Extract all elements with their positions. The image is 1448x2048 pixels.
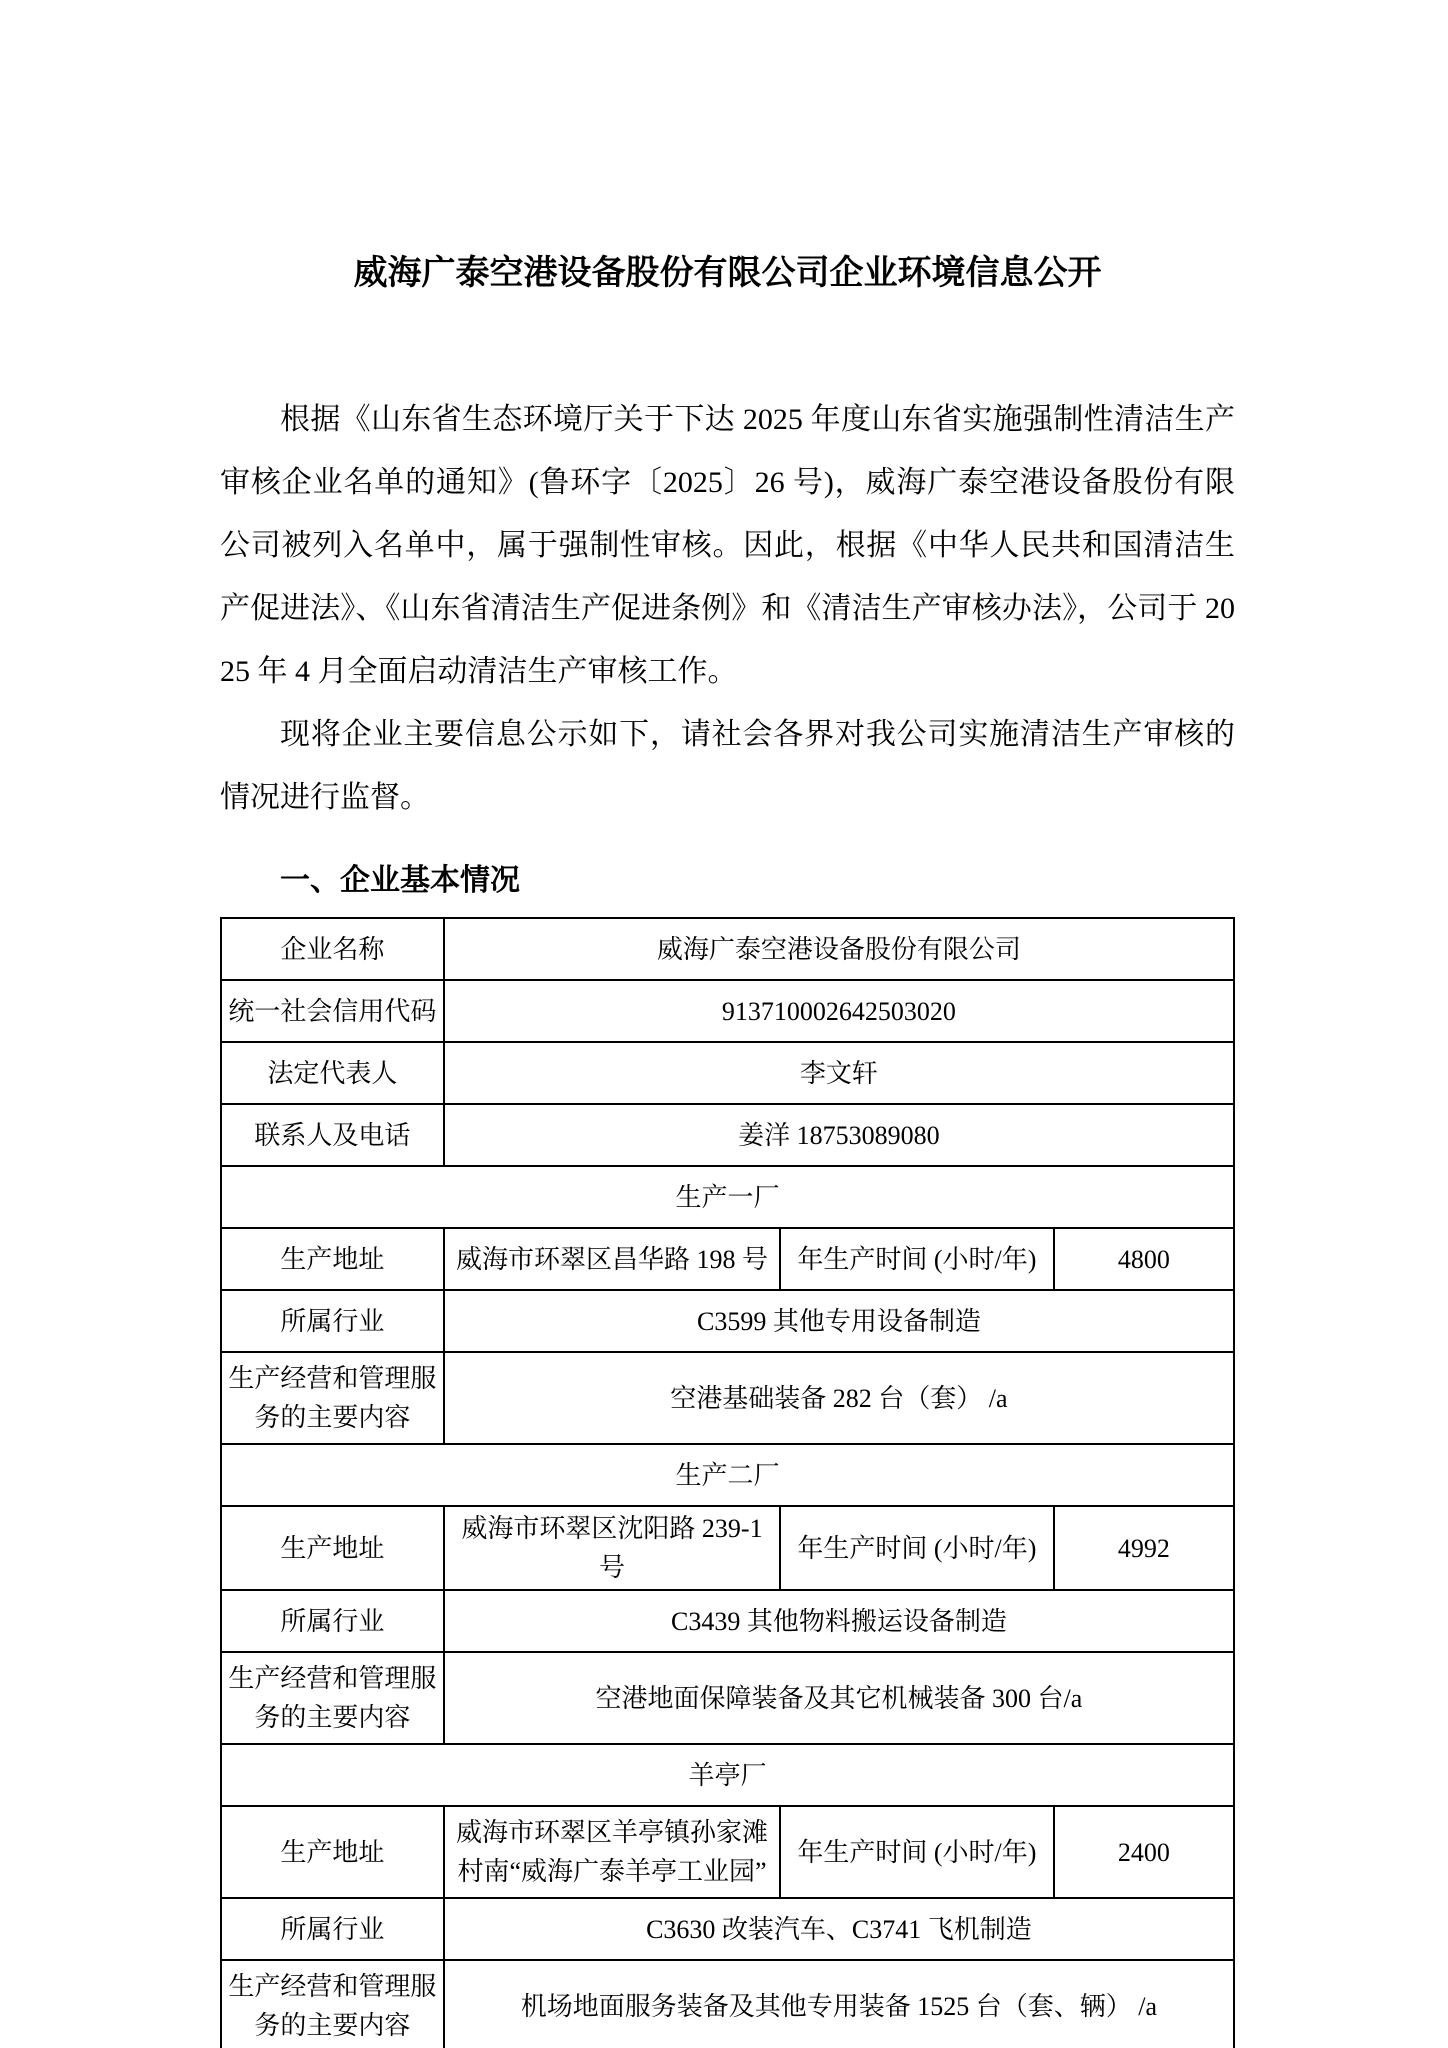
row-plant1-section xyxy=(221,1166,1234,1228)
row-plant1-address xyxy=(221,1228,1234,1290)
row-plant3-scope xyxy=(221,1960,1234,2048)
row-plant1-industry xyxy=(221,1290,1234,1352)
legal-representative-value: 李文轩 xyxy=(444,1042,1234,1104)
plant2-address-value: 威海市环翠区沈阳路 239-1 号 xyxy=(444,1506,780,1590)
plant1-time-label: 年生产时间 (小时/年) xyxy=(780,1228,1054,1290)
plant2-time-label: 年生产时间 (小时/年) xyxy=(780,1506,1054,1590)
contact-value: 姜洋 18753089080 xyxy=(444,1104,1234,1166)
company-name-label: 企业名称 xyxy=(221,918,444,980)
plant3-industry-value: C3630 改装汽车、C3741 飞机制造 xyxy=(444,1898,1234,1960)
row-credit-code xyxy=(221,980,1234,1042)
plant1-industry-value: C3599 其他专用设备制造 xyxy=(444,1290,1234,1352)
row-plant3-industry xyxy=(221,1898,1234,1960)
plant3-industry-label: 所属行业 xyxy=(221,1898,444,1960)
plant3-time-label: 年生产时间 (小时/年) xyxy=(780,1806,1054,1898)
plant2-scope-label: 生产经营和管理服务的主要内容 xyxy=(221,1652,444,1744)
contact-label: 联系人及电话 xyxy=(221,1104,444,1166)
plant1-scope-label: 生产经营和管理服务的主要内容 xyxy=(221,1352,444,1444)
plant2-address-label: 生产地址 xyxy=(221,1506,444,1590)
row-plant3-address xyxy=(221,1806,1234,1898)
paragraph-disclosure: 现将企业主要信息公示如下，请社会各界对我公司实施清洁生产审核的情况进行监督。 xyxy=(220,718,1235,815)
row-plant2-scope xyxy=(221,1652,1234,1744)
plant3-address-value: 威海市环翠区羊亭镇孙家滩村南“威海广泰羊亭工业园” xyxy=(444,1806,780,1898)
legal-representative-label: 法定代表人 xyxy=(221,1042,444,1104)
plant1-industry-label: 所属行业 xyxy=(221,1290,444,1352)
row-legal-representative xyxy=(221,1042,1234,1104)
credit-code-value: 913710002642503020 xyxy=(444,980,1234,1042)
plant1-scope-value: 空港基础装备 282 台（套） /a xyxy=(444,1352,1234,1444)
section-heading-basic-info: 一、企业基本情况 xyxy=(280,864,520,898)
plant3-hours-value: 2400 xyxy=(1054,1806,1234,1898)
row-company-name xyxy=(221,918,1234,980)
plant1-address-label: 生产地址 xyxy=(221,1228,444,1290)
row-plant3-section xyxy=(221,1744,1234,1806)
plant1-hours-value: 4800 xyxy=(1054,1228,1234,1290)
row-plant2-section xyxy=(221,1444,1234,1506)
company-info-table xyxy=(220,917,1235,2048)
plant2-section-title: 生产二厂 xyxy=(221,1444,1234,1506)
plant3-scope-value: 机场地面服务装备及其他专用装备 1525 台（套、辆） /a xyxy=(444,1960,1234,2048)
row-plant2-address xyxy=(221,1506,1234,1590)
plant3-scope-label: 生产经营和管理服务的主要内容 xyxy=(221,1960,444,2048)
plant1-address-value: 威海市环翠区昌华路 198 号 xyxy=(444,1228,780,1290)
row-plant2-industry xyxy=(221,1590,1234,1652)
paragraph-intro: 根据《山东省生态环境厅关于下达 2025 年度山东省实施强制性清洁生产审核企业名单的通知》(鲁环字〔2025〕26 号)，威海广泰空港设备股份有限公司被列入名单中，属于强制性审核。因此，根据《中华人民共和国清洁生产促进法》、《山东省清洁生产促进条例》和《清洁生产审核办法》，公司于 2025 年 4 月全面启动清洁生产审核工作。 xyxy=(220,403,1235,689)
row-plant1-scope xyxy=(221,1352,1234,1444)
plant2-industry-label: 所属行业 xyxy=(221,1590,444,1652)
plant2-industry-value: C3439 其他物料搬运设备制造 xyxy=(444,1590,1234,1652)
page-title: 威海广泰空港设备股份有限公司企业环境信息公开 xyxy=(353,255,1102,292)
credit-code-label: 统一社会信用代码 xyxy=(221,980,444,1042)
plant3-section-title: 羊亭厂 xyxy=(221,1744,1234,1806)
plant2-hours-value: 4992 xyxy=(1054,1506,1234,1590)
plant1-section-title: 生产一厂 xyxy=(221,1166,1234,1228)
row-contact xyxy=(221,1104,1234,1166)
plant2-scope-value: 空港地面保障装备及其它机械装备 300 台/a xyxy=(444,1652,1234,1744)
company-name-value: 威海广泰空港设备股份有限公司 xyxy=(444,918,1234,980)
plant3-address-label: 生产地址 xyxy=(221,1806,444,1898)
